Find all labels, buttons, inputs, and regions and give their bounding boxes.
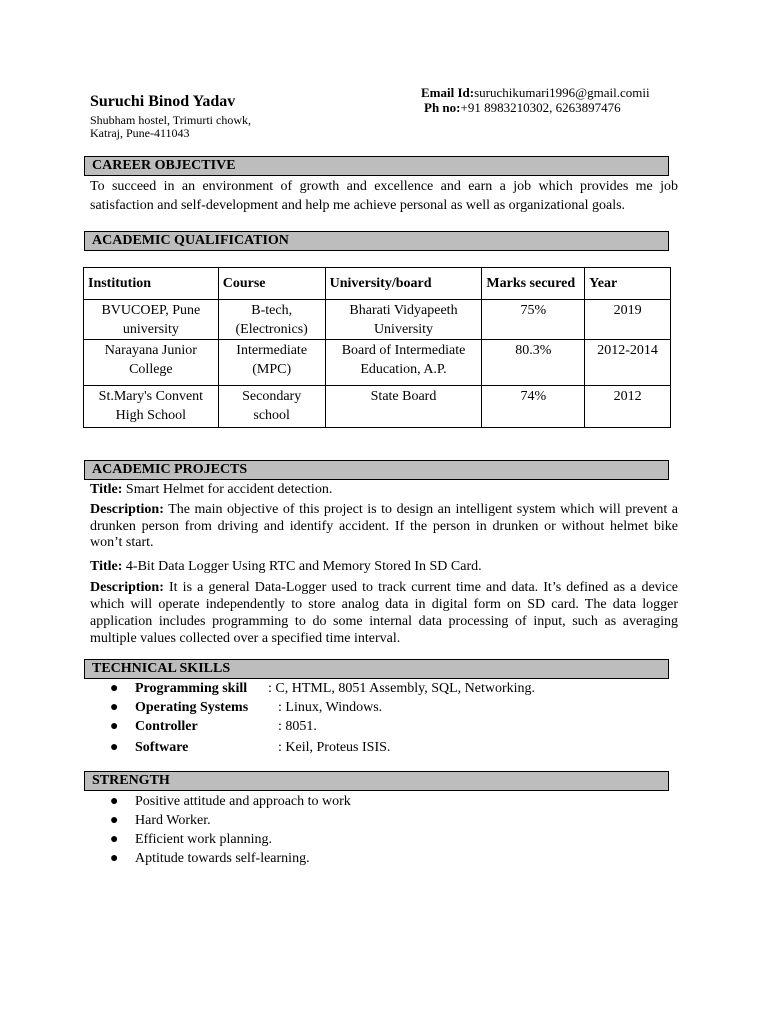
cell-university: State Board	[325, 386, 482, 428]
project-description-row	[90, 502, 678, 552]
email-value: suruchikumari1996@gmail.comii	[474, 85, 650, 100]
email-label: Email Id:	[421, 85, 475, 100]
column-header-university: University/board	[325, 268, 482, 300]
candidate-name: Suruchi Binod Yadav	[90, 93, 236, 110]
phone-label: Ph no:	[424, 100, 461, 115]
list-item	[110, 738, 535, 757]
bullet-icon: ●	[110, 681, 119, 696]
strength-text: Positive attitude and approach to work	[135, 794, 351, 809]
bullet-icon: ●	[110, 813, 119, 828]
academic-projects-heading: ACADEMIC PROJECTS	[84, 460, 669, 480]
bullet-icon: ●	[110, 851, 119, 866]
list-item	[110, 679, 535, 698]
column-header-marks: Marks secured	[482, 268, 585, 300]
strength-text: Aptitude towards self-learning.	[135, 851, 310, 866]
technical-skills-heading: TECHNICAL SKILLS	[84, 659, 669, 679]
project-title: 4-Bit Data Logger Using RTC and Memory Stored In SD Card.	[125, 559, 482, 574]
cell-course: Intermediate (MPC)	[218, 340, 325, 386]
strength-heading: STRENGTH	[84, 771, 669, 791]
column-header-course: Course	[218, 268, 325, 300]
email-row	[421, 85, 650, 100]
phone-row	[421, 100, 650, 115]
academic-qualification-heading: ACADEMIC QUALIFICATION	[84, 231, 669, 251]
project-title-label: Title:	[90, 482, 123, 497]
address-line-1: Shubham hostel, Trimurti chowk,	[90, 113, 252, 127]
list-item	[110, 717, 535, 736]
strength-text: Hard Worker.	[135, 813, 211, 828]
table-row	[84, 300, 671, 340]
list-item	[110, 811, 351, 830]
bullet-icon: ●	[110, 740, 119, 755]
project-1	[90, 480, 678, 552]
skill-value: : 8051.	[278, 719, 317, 734]
cell-institution: St.Mary's Convent High School	[84, 386, 219, 428]
cell-course: Secondary school	[218, 386, 325, 428]
career-objective-text: To succeed in an environment of growth and excellence and earn a job which provides me job satisfaction and self-development and help me achieve personal as well as organizational goals.	[90, 179, 678, 213]
bullet-icon: ●	[110, 832, 119, 847]
skill-value: : C, HTML, 8051 Assembly, SQL, Networking.	[268, 681, 536, 696]
project-title-row	[90, 480, 678, 499]
skill-label: Operating Systems	[135, 700, 249, 715]
list-item	[110, 698, 535, 717]
project-description-label: Description:	[90, 502, 164, 517]
cell-university: Board of Intermediate Education, A.P.	[325, 340, 482, 386]
strength-list	[110, 792, 351, 868]
project-title-row	[90, 557, 678, 576]
table-header-row	[84, 268, 671, 300]
cell-year: 2012-2014	[585, 340, 671, 386]
cell-institution: Narayana Junior College	[84, 340, 219, 386]
project-description: The main objective of this project is to design an intelligent system which will prevent a drunken person from driving and identify accident. If the person in drunken or without helmet bike won’t start.	[90, 502, 678, 550]
column-header-year: Year	[585, 268, 671, 300]
cell-course: B-tech, (Electronics)	[218, 300, 325, 340]
technical-skills-list	[110, 679, 535, 757]
bullet-icon: ●	[110, 700, 119, 715]
list-item	[110, 792, 351, 811]
cell-university: Bharati Vidyapeeth University	[325, 300, 482, 340]
project-2	[90, 557, 678, 647]
phone-value: +91 8983210302, 6263897476	[460, 100, 621, 115]
column-header-institution: Institution	[84, 268, 219, 300]
skill-label: Controller	[135, 719, 198, 734]
cell-marks: 80.3%	[482, 340, 585, 386]
contact-info	[421, 85, 650, 115]
project-description-row	[90, 579, 678, 647]
cell-year: 2019	[585, 300, 671, 340]
skill-label: Software	[135, 740, 189, 755]
address-line-2: Katraj, Pune-411043	[90, 126, 190, 140]
skill-label: Programming skill	[135, 681, 248, 696]
project-description: It is a general Data-Logger used to track current time and data. It’s defined as a device which will operate independently to store analog data in digital form on SD card. The data logger application includes programming to do some internal data processing of input, such as averaging multiple values collected over a specified time interval.	[90, 580, 679, 646]
cell-marks: 75%	[482, 300, 585, 340]
list-item	[110, 830, 351, 849]
strength-text: Efficient work planning.	[135, 832, 272, 847]
cell-institution: BVUCOEP, Pune university	[84, 300, 219, 340]
career-objective-heading: CAREER OBJECTIVE	[84, 156, 669, 176]
bullet-icon: ●	[110, 719, 119, 734]
list-item	[110, 849, 351, 868]
project-title: Smart Helmet for accident detection.	[125, 482, 333, 497]
table-row	[84, 386, 671, 428]
project-title-label: Title:	[90, 559, 123, 574]
skill-value: : Linux, Windows.	[278, 700, 383, 715]
skill-value: : Keil, Proteus ISIS.	[278, 740, 391, 755]
address	[90, 114, 251, 140]
bullet-icon: ●	[110, 794, 119, 809]
table-row	[84, 340, 671, 386]
project-description-label: Description:	[90, 580, 164, 595]
cell-marks: 74%	[482, 386, 585, 428]
academic-qualification-table	[83, 267, 671, 428]
cell-year: 2012	[585, 386, 671, 428]
